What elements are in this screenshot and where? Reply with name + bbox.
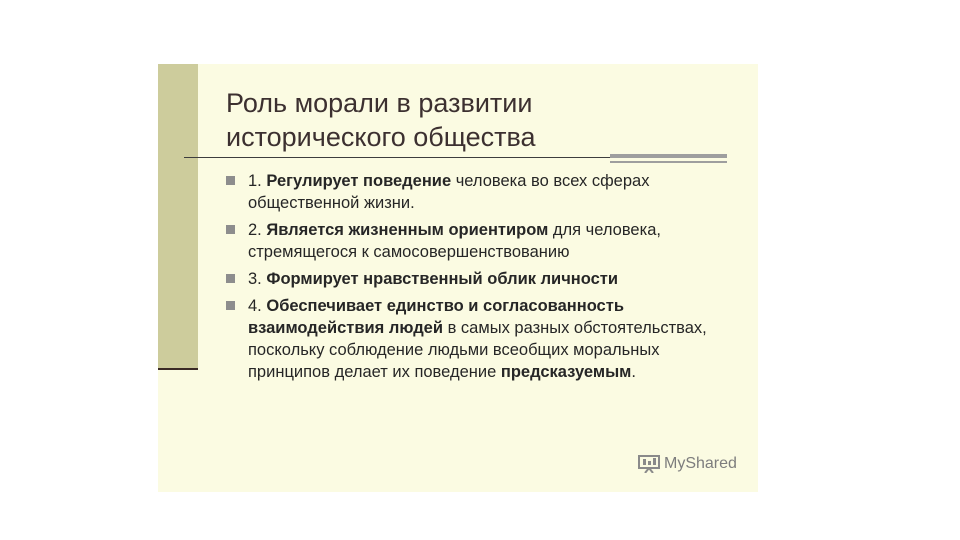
item-number: 4. — [248, 297, 267, 315]
item-text: в самых разных обстоятельствах, поскольку соблюдение людьми всеобщих моральных принципов делает их поведение — [248, 319, 707, 381]
divider-accent-bar — [610, 154, 727, 158]
item-text: для человека, стремящегося к самосовершенствованию — [248, 221, 661, 261]
slide — [158, 64, 758, 492]
item-text: . — [631, 363, 636, 381]
myshared-watermark — [638, 453, 737, 475]
watermark-text: MyShared — [664, 455, 737, 472]
list-item — [226, 268, 746, 290]
square-bullet-icon — [226, 301, 235, 310]
square-bullet-icon — [226, 274, 235, 283]
list-item — [226, 219, 746, 263]
item-bold-text: Обеспечивает единство и согласованность взаимодействия людей — [248, 297, 624, 337]
sidebar-accent — [158, 64, 198, 369]
list-item — [226, 295, 746, 383]
list-item — [226, 170, 746, 214]
item-bold-text: Регулирует поведение — [266, 172, 452, 190]
item-number: 1. — [248, 172, 267, 190]
item-text: человека во всех сферах общественной жизни. — [248, 172, 650, 212]
slide-title: Роль морали в развитии исторического общества — [226, 88, 536, 152]
bullet-list — [226, 170, 746, 388]
sidebar-divider — [158, 368, 198, 370]
item-bold-text: Является жизненным ориентиром — [266, 221, 549, 239]
square-bullet-icon — [226, 225, 235, 234]
presentation-icon — [638, 455, 660, 473]
item-number: 2. — [248, 221, 267, 239]
divider-accent-bar-thin — [610, 161, 727, 163]
square-bullet-icon — [226, 176, 235, 185]
item-bold-text: Формирует нравственный облик личности — [266, 270, 618, 288]
item-bold-text: предсказуемым — [500, 363, 632, 381]
item-number: 3. — [248, 270, 267, 288]
